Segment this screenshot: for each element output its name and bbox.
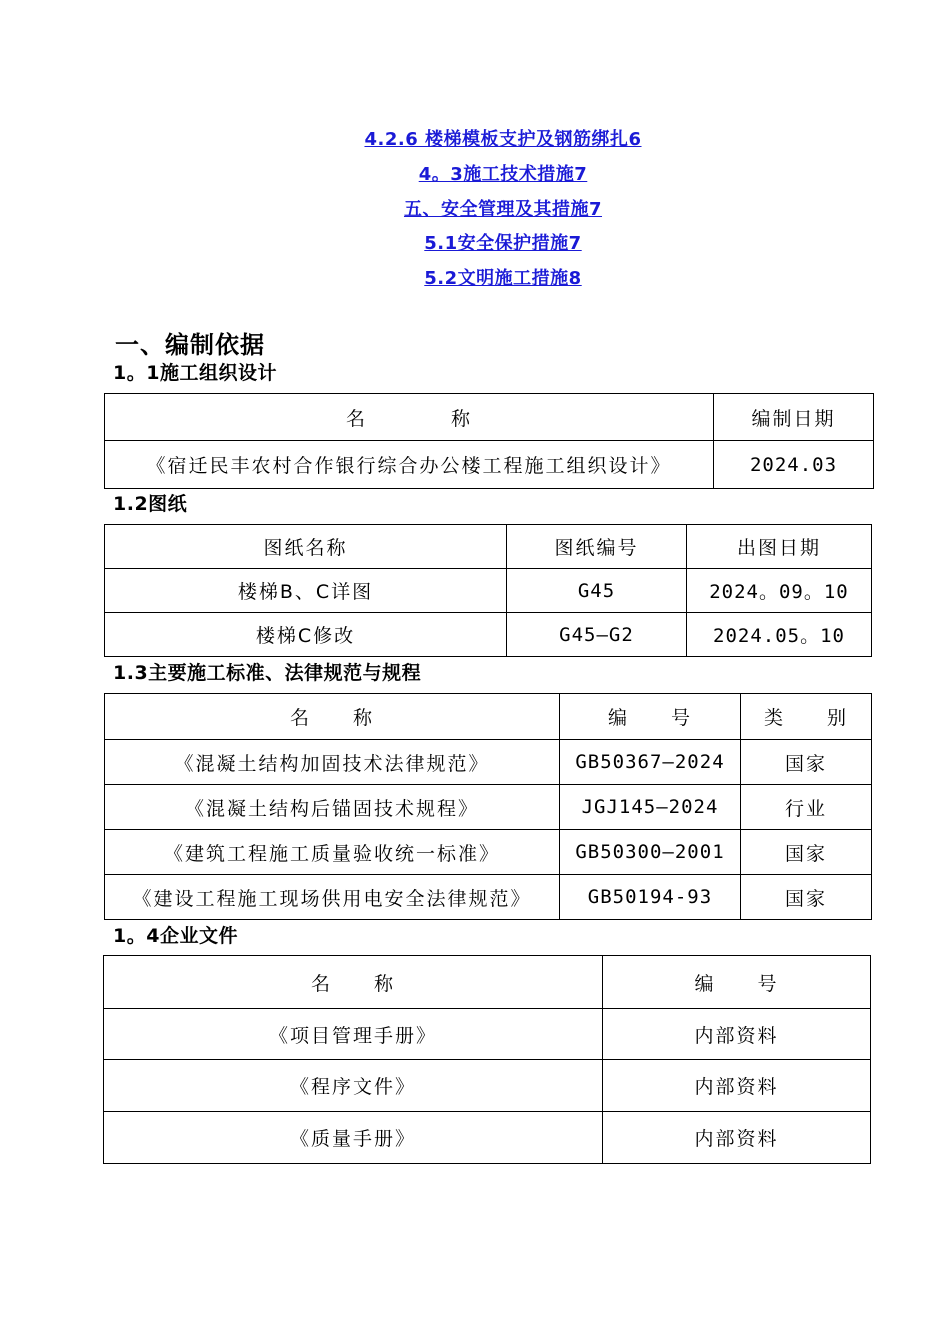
table-row (104, 1112, 871, 1164)
header-cell: 编制日期 (714, 394, 874, 441)
table-cell: 《程序文件》 (104, 1060, 603, 1112)
table-cell: 《混凝土结构后锚固技术规程》 (105, 785, 560, 830)
company-docs-table (103, 955, 871, 1164)
toc-link[interactable]: 4.2.6 楼梯模板支护及钢筋绑扎6 (364, 129, 642, 150)
toc-item-3 (0, 195, 950, 221)
table-cell: 2024.03 (714, 441, 874, 489)
table-cell: GB50367—2024 (560, 740, 741, 785)
header-cell: 图纸名称 (105, 525, 507, 569)
section-heading: 一、编制依据 (115, 331, 265, 359)
table-cell: 内部资料 (603, 1060, 871, 1112)
design-table (104, 393, 874, 489)
table-row (105, 785, 872, 830)
table-header-row (105, 394, 874, 441)
toc-link[interactable]: 5.1安全保护措施7 (424, 233, 582, 254)
header-cell: 图纸编号 (507, 525, 687, 569)
table-row (105, 830, 872, 875)
table-row (104, 1009, 871, 1060)
table-cell: 国家 (741, 830, 872, 875)
table-cell: 2024.05。10 (687, 613, 872, 657)
toc-item-1 (0, 125, 950, 151)
table-cell: 内部资料 (603, 1009, 871, 1060)
table-cell: 《混凝土结构加固技术法律规范》 (105, 740, 560, 785)
table-cell: GB50300—2001 (560, 830, 741, 875)
subsection-title-1-1: 1。1施工组织设计 (113, 362, 277, 384)
table-cell: G45 (507, 569, 687, 613)
toc-item-4 (0, 229, 950, 255)
header-cell: 编 号 (603, 956, 871, 1009)
table-row (105, 569, 872, 613)
table-cell: 《宿迁民丰农村合作银行综合办公楼工程施工组织设计》 (105, 441, 714, 489)
table-header-row (105, 694, 872, 740)
table-cell: 《建设工程施工现场供用电安全法律规范》 (105, 875, 560, 920)
table-cell: JGJ145—2024 (560, 785, 741, 830)
table-cell: G45—G2 (507, 613, 687, 657)
standards-table (104, 693, 872, 920)
table-cell: 国家 (741, 875, 872, 920)
table-row (105, 441, 874, 489)
header-cell: 名 称 (105, 394, 714, 441)
header-cell: 出图日期 (687, 525, 872, 569)
subsection-title-1-2: 1.2图纸 (113, 493, 188, 515)
toc-item-2 (0, 160, 950, 186)
header-cell: 名 称 (105, 694, 560, 740)
table-cell: 《建筑工程施工质量验收统一标准》 (105, 830, 560, 875)
table-cell: 楼梯B、C详图 (105, 569, 507, 613)
table-header-row (104, 956, 871, 1009)
toc-link[interactable]: 4。3施工技术措施7 (418, 164, 588, 185)
table-header-row (105, 525, 872, 569)
drawings-table (104, 524, 872, 657)
subsection-title-1-4: 1。4企业文件 (113, 925, 238, 947)
table-cell: 内部资料 (603, 1112, 871, 1164)
table-row (105, 613, 872, 657)
table-row (105, 740, 872, 785)
table-row (104, 1060, 871, 1112)
table-cell: 《项目管理手册》 (104, 1009, 603, 1060)
table-cell: GB50194-93 (560, 875, 741, 920)
table-cell: 国家 (741, 740, 872, 785)
table-cell: 《质量手册》 (104, 1112, 603, 1164)
subsection-title-1-3: 1.3主要施工标准、法律规范与规程 (113, 662, 422, 684)
table-cell: 楼梯C修改 (105, 613, 507, 657)
header-cell: 编 号 (560, 694, 741, 740)
table-cell: 2024。09。10 (687, 569, 872, 613)
header-cell: 名 称 (104, 956, 603, 1009)
table-row (105, 875, 872, 920)
toc-item-5 (0, 264, 950, 290)
table-cell: 行业 (741, 785, 872, 830)
toc-link[interactable]: 五、安全管理及其措施7 (403, 199, 603, 220)
toc-link[interactable]: 5.2文明施工措施8 (424, 268, 582, 289)
header-cell: 类 别 (741, 694, 872, 740)
